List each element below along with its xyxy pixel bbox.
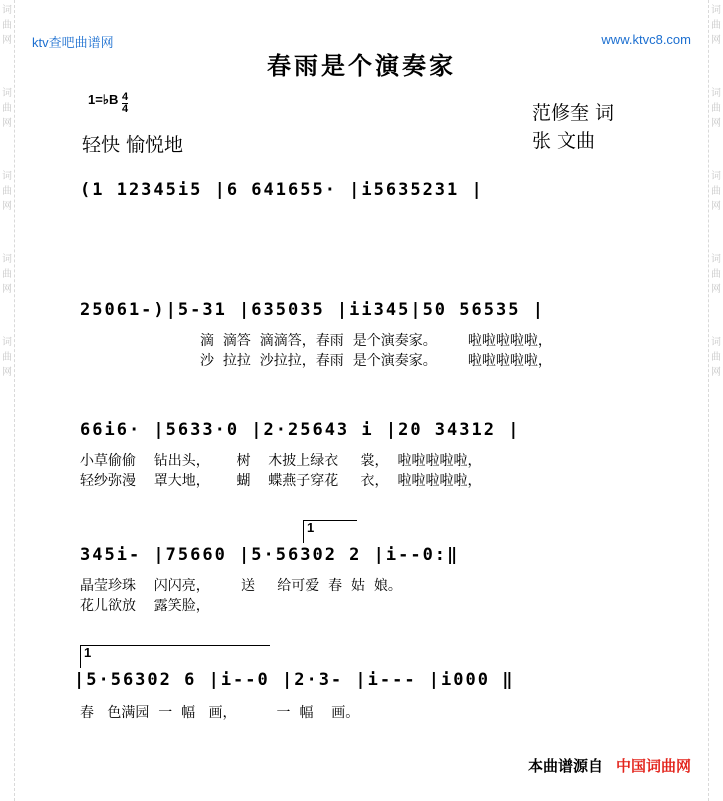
- side-watermark-char: 网: [2, 284, 12, 295]
- side-watermark-char: 曲: [2, 186, 12, 197]
- composer-credit: 张 文曲: [532, 130, 596, 152]
- watermark-site-url: www.ktvc8.com: [601, 32, 691, 47]
- lyric-line-4-verse-2: 花儿欲放 露笑脸，: [80, 598, 210, 614]
- side-watermark-char: 词: [711, 254, 721, 265]
- source-label: 本曲谱源自: [527, 758, 603, 775]
- side-watermark-char: 网: [2, 201, 12, 212]
- score-line-1: (1 12345i5 |6 641655· |i5635231 |: [80, 180, 484, 200]
- time-signature-top: 4: [122, 91, 129, 103]
- lyric-line-2-verse-2: 沙 拉拉 沙拉拉，春雨 是个演奏家。 啦啦啦啦啦，: [200, 353, 552, 369]
- side-watermark-char: 曲: [711, 352, 721, 363]
- side-watermark-char: 词: [2, 337, 12, 348]
- side-watermark-char: 词: [711, 88, 721, 99]
- side-watermark-char: 词: [711, 171, 721, 182]
- score-line-4: 345i- |75660 |5·56302 2 |i--0:‖: [80, 545, 460, 565]
- side-watermark-char: 曲: [711, 186, 721, 197]
- right-watermark-strip: [708, 0, 723, 801]
- side-watermark-char: 词: [2, 5, 12, 16]
- watermark-site-name: ktv查吧曲谱网: [32, 35, 114, 50]
- volta-bracket: 1: [303, 520, 357, 543]
- page-title: 春雨是个演奏家: [267, 51, 456, 80]
- left-watermark-strip: [0, 0, 15, 801]
- side-watermark-char: 曲: [2, 352, 12, 363]
- side-watermark-char: 曲: [2, 269, 12, 280]
- side-watermark-char: 词: [2, 88, 12, 99]
- side-watermark-char: 曲: [711, 103, 721, 114]
- lyricist-credit: 范修奎 词: [532, 102, 615, 124]
- lyric-line-5: 春 色满园 一 幅 画， 一 幅 画。: [80, 705, 360, 721]
- side-watermark-char: 网: [711, 367, 721, 378]
- side-watermark-char: 网: [2, 118, 12, 129]
- score-line-3: 66i6· |5633·0 |2·25643 i |20 34312 |: [80, 420, 521, 440]
- side-watermark-char: 曲: [711, 269, 721, 280]
- source-site-link[interactable]: 中国词曲网: [615, 758, 691, 775]
- side-watermark-char: 曲: [2, 103, 12, 114]
- side-watermark-char: 词: [2, 171, 12, 182]
- tempo-marking: 轻快 愉悦地: [82, 134, 184, 156]
- side-watermark-char: 网: [711, 201, 721, 212]
- lyric-line-3-verse-2: 轻纱弥漫 罩大地， 蝴 蝶燕子穿花 衣， 啦啦啦啦啦，: [80, 473, 482, 489]
- time-signature: [122, 92, 128, 115]
- side-watermark-char: 网: [2, 35, 12, 46]
- lyric-line-2-verse-1: 滴 滴答 滴滴答，春雨 是个演奏家。 啦啦啦啦啦，: [200, 333, 552, 349]
- lyric-line-4-verse-1: 晶莹珍珠 闪闪亮， 送 给可爱 春 姑 娘。: [80, 578, 402, 594]
- lyric-line-3-verse-1: 小草偷偷 钻出头， 树 木披上绿衣 裳， 啦啦啦啦啦，: [80, 453, 482, 469]
- score-line-5: |5·56302 6 |i--0 |2·3- |i--- |i000 ‖: [74, 670, 515, 690]
- key-signature: 1=♭B: [88, 92, 119, 107]
- side-watermark-char: 网: [2, 367, 12, 378]
- volta-bracket: 1: [80, 645, 270, 668]
- side-watermark-char: 词: [711, 5, 721, 16]
- side-watermark-char: 曲: [711, 20, 721, 31]
- score-line-2: 25061-)|5-31 |635035 |ii345|50 56535 |: [80, 300, 545, 320]
- time-signature-bottom: 4: [122, 103, 129, 115]
- side-watermark-char: 网: [711, 118, 721, 129]
- side-watermark-char: 网: [711, 284, 721, 295]
- side-watermark-char: 曲: [2, 20, 12, 31]
- side-watermark-char: 词: [711, 337, 721, 348]
- side-watermark-char: 网: [711, 35, 721, 46]
- side-watermark-char: 词: [2, 254, 12, 265]
